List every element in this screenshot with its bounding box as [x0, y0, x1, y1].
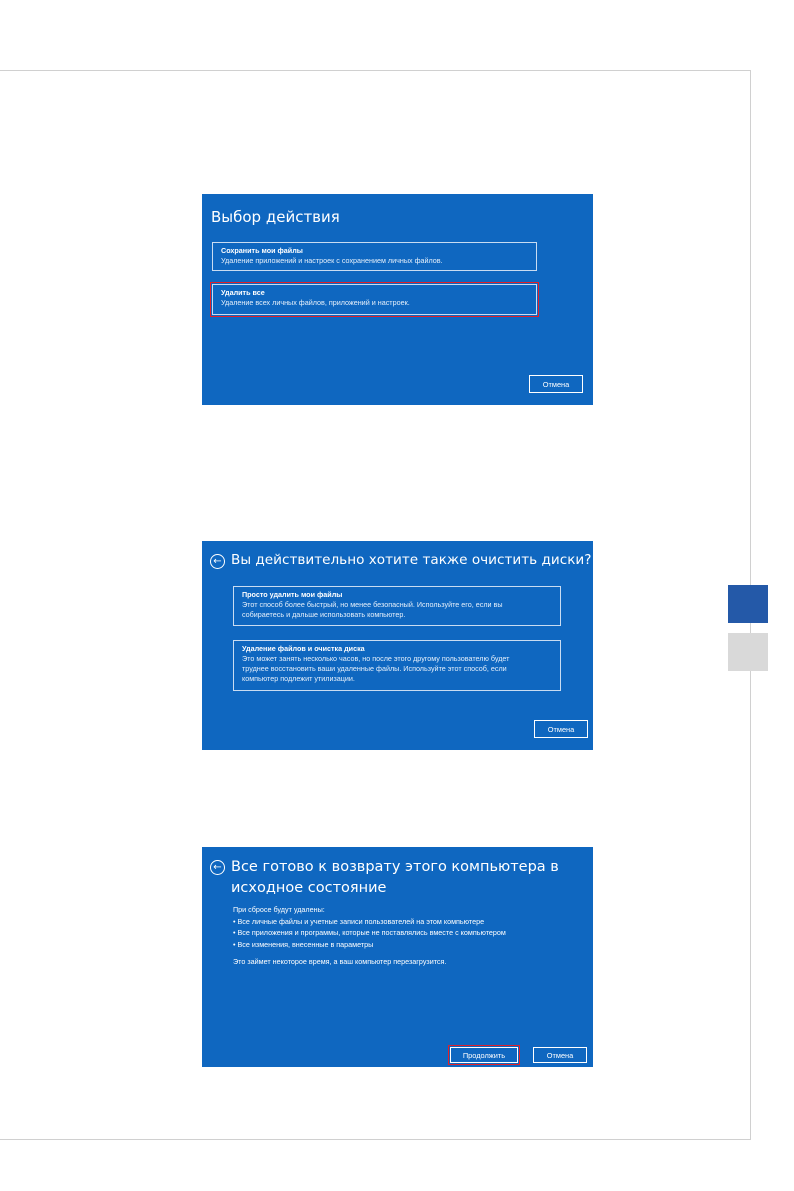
keep-my-files-option[interactable]: [212, 242, 537, 271]
option-description-line: труднее восстановить ваши удаленные файлы. Используйте этот способ, если: [242, 664, 507, 673]
back-arrow-icon[interactable]: ←: [210, 554, 225, 569]
reset-bullet: • Все личные файлы и учетные записи пользователей на этом компьютере: [233, 916, 485, 926]
ready-to-reset-screen: [202, 847, 593, 1067]
page-frame-top: [0, 70, 751, 71]
reset-note: Это займет некоторое время, а ваш компьютер перезагрузится.: [233, 957, 447, 966]
option-description-line: собираетесь и дальше использовать компьютер.: [242, 610, 406, 619]
option-title: Сохранить мои файлы: [221, 246, 303, 255]
reset-bullet: • Все приложения и программы, которые не поставлялись вместе с компьютером: [233, 928, 506, 937]
clean-drives-screen: [202, 541, 593, 750]
reset-bullet: • Все изменения, внесенные в параметры: [233, 939, 374, 949]
cancel-button[interactable]: Отмена: [533, 1047, 587, 1063]
option-title: Удаление файлов и очистка диска: [242, 644, 365, 653]
choose-option-screen: [202, 194, 593, 405]
remove-everything-option[interactable]: [212, 284, 537, 315]
side-tab-inactive: [728, 633, 768, 671]
just-remove-files-option[interactable]: [233, 586, 561, 626]
remove-files-and-clean-drive-option[interactable]: [233, 640, 561, 691]
page-frame-bottom: [0, 1139, 751, 1140]
screen-title: Выбор действия: [211, 208, 340, 226]
option-title: Просто удалить мои файлы: [242, 590, 343, 599]
screen-title: Вы действительно хотите также очистить диски?: [231, 552, 592, 568]
option-description-line: Этот способ более быстрый, но менее безопасный. Используйте его, если вы: [242, 600, 503, 609]
continue-button[interactable]: Продолжить: [450, 1047, 518, 1063]
option-title: Удалить все: [221, 288, 265, 297]
option-description-line: Это может занять несколько часов, но после этого другому пользователю будет: [242, 654, 510, 663]
cancel-button[interactable]: Отмена: [534, 720, 588, 738]
reset-intro: При сбросе будут удалены:: [233, 905, 325, 914]
option-description-line: компьютер подлежит утилизации.: [242, 674, 355, 683]
side-tab-active: [728, 585, 768, 623]
screen-title: Все готово к возврату этого компьютера в исходное состояние: [231, 859, 559, 896]
option-description: Удаление всех личных файлов, приложений и настроек.: [221, 298, 410, 307]
reset-summary: [233, 904, 506, 968]
option-description: Удаление приложений и настроек с сохранением личных файлов.: [221, 256, 443, 265]
cancel-button[interactable]: Отмена: [529, 375, 583, 393]
back-arrow-icon[interactable]: ←: [210, 860, 225, 875]
